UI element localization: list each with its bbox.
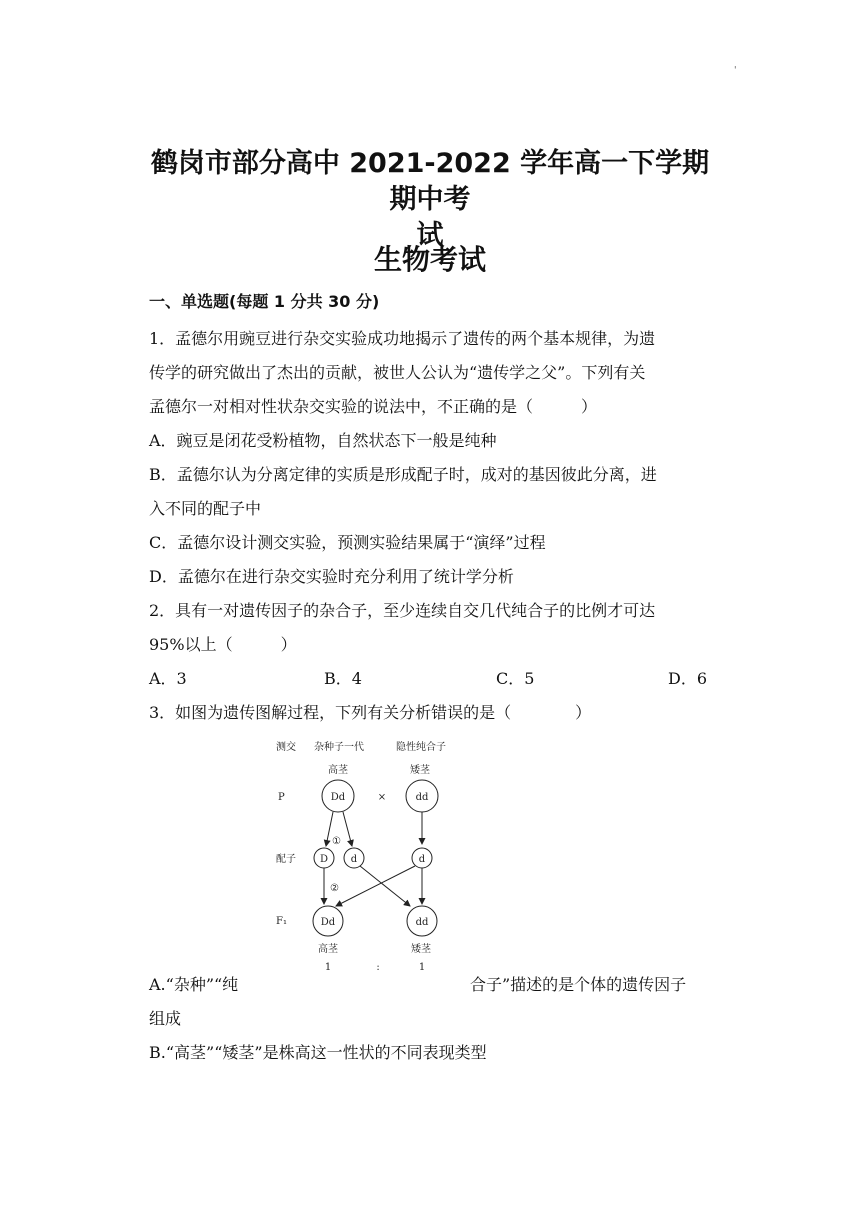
- q2-stem-line2: 95%以上（ ）: [149, 635, 297, 654]
- ratio-left: 1: [324, 962, 332, 973]
- q1-option-b-line2: 入不同的配子中: [149, 499, 262, 518]
- q2-option-c: C．5: [496, 669, 535, 688]
- q1-option-b-line1: B．孟德尔认为分离定律的实质是形成配子时，成对的基因彼此分离，进: [149, 465, 657, 484]
- f1-short-label: 矮茎: [411, 944, 431, 955]
- row-label-f1: F₁: [276, 916, 287, 927]
- q1-option-d: D．孟德尔在进行杂交实验时充分利用了统计学分析: [149, 567, 514, 586]
- q2-option-d: D．6: [668, 669, 708, 688]
- gamete-D: D: [319, 854, 329, 865]
- header-hybrid: 杂种子一代: [314, 742, 364, 753]
- p-tall-label: 高茎: [328, 765, 348, 776]
- p-short-label: 矮茎: [410, 765, 430, 776]
- exam-title-line2: 试: [416, 220, 444, 251]
- arrow-p-to-d: [343, 812, 352, 846]
- q1-stem-line1: 1．孟德尔用豌豆进行杂交实验成功地揭示了遗传的两个基本规律，为遗: [149, 329, 656, 348]
- cross-symbol: ×: [377, 792, 387, 803]
- q1-stem-line2: 传学的研究做出了杰出的贡献，被世人公认为“遗传学之父”。下列有关: [149, 363, 646, 382]
- row-label-p: P: [278, 792, 285, 803]
- header-recessive: 隐性纯合子: [396, 742, 446, 753]
- row-label-gamete: 配子: [276, 854, 296, 865]
- parent-genotype-right: dd: [415, 792, 429, 803]
- ratio-colon: :: [376, 962, 380, 973]
- q2-stem-line1: 2．具有一对遗传因子的杂合子，至少连续自交几代纯合子的比例才可达: [149, 601, 656, 620]
- q1-stem-line3: 孟德尔一对相对性状杂交实验的说法中，不正确的是（ ）: [149, 397, 598, 416]
- parent-genotype-left: Dd: [330, 792, 346, 803]
- f1-tall-label: 高茎: [318, 944, 338, 955]
- q3-option-a-left: A.“杂种”“纯: [149, 975, 239, 994]
- q3-option-a-line2: 组成: [149, 1009, 182, 1028]
- q3-option-a-right: 合子”描述的是个体的遗传因子: [470, 975, 687, 994]
- exam-title: [140, 146, 720, 254]
- q3-option-b: B.“高茎”“矮茎”是株高这一性状的不同表现类型: [149, 1043, 487, 1062]
- header-cross: 测交: [276, 742, 296, 753]
- gamete-d1: d: [350, 854, 358, 865]
- f1-genotype-left: Dd: [320, 917, 336, 928]
- q3-option-a-line1: [149, 975, 719, 995]
- step-2-marker: ②: [330, 883, 339, 894]
- q2-option-a: A．3: [149, 669, 187, 688]
- genetic-cross-diagram: [270, 738, 470, 978]
- subject-title: 生物考试: [373, 243, 486, 276]
- q3-stem: 3．如图为遗传图解过程，下列有关分析错误的是（ ）: [149, 703, 592, 722]
- f1-genotype-right: dd: [415, 917, 429, 928]
- step-1-marker: ①: [332, 836, 341, 847]
- ratio-right: 1: [418, 962, 426, 973]
- exam-title-line1: 鹤岗市部分高中 2021-2022 学年高一下学期期中考: [150, 148, 710, 215]
- q1-option-c: C．孟德尔设计测交实验，预测实验结果属于“演绎”过程: [149, 533, 546, 552]
- page-mark: ': [734, 66, 737, 76]
- q1-option-a: A．豌豆是闭花受粉植物，自然状态下一般是纯种: [149, 431, 497, 450]
- gamete-d2: d: [418, 854, 426, 865]
- section-heading: 一、单选题(每题 1 分共 30 分): [149, 292, 380, 311]
- q2-option-b: B．4: [324, 669, 362, 688]
